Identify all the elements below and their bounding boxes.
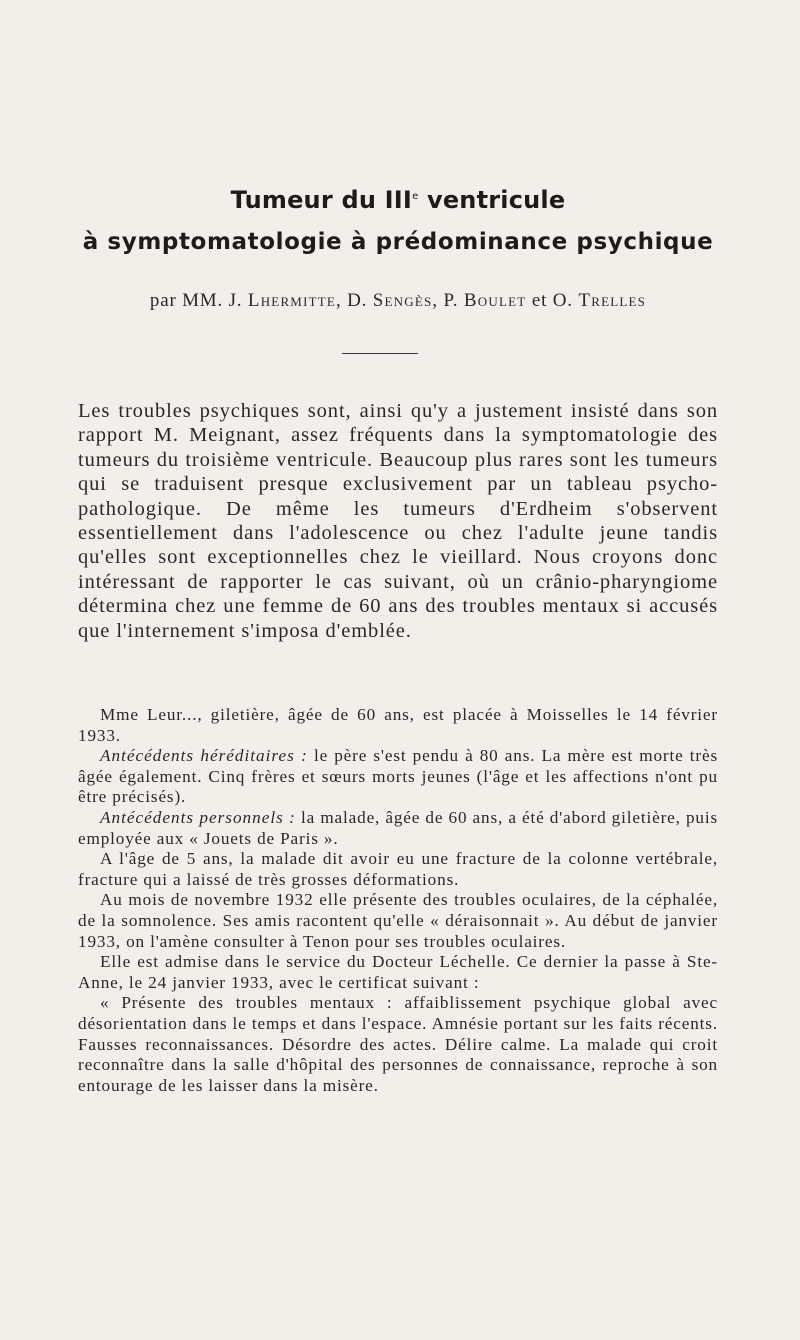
body-paragraph-fracture: A l'âge de 5 ans, la malade dit avoir eu une fracture de la colonne vertébrale, fracture qui a laissé de très grosses déformations. [78,849,718,889]
title-text-end: ventricule [418,186,566,214]
author-lhermitte: Lhermitte [247,290,337,311]
case-report-body [78,705,718,1096]
title-divider [342,353,418,354]
author-boulet: Boulet [463,290,527,311]
body-paragraph-hereditary [78,746,718,808]
title-superscript: e [412,191,419,202]
authors-prefix: par MM. J. [149,290,248,311]
authors-line [78,290,718,312]
hereditary-text: le père s'est pendu à 80 ans. La mère est morte très âgée également. Cinq frères et sœurs morts jeunes (l'âge et les affections n'ont pu être précisés). [78,746,718,807]
personal-text: la malade, âgée de 60 ans, a été d'abord giletière, puis employée aux « Jouets de Paris ». [78,807,719,848]
author-trelles: Trelles [578,290,647,311]
author-separator: , P. [432,290,464,311]
body-paragraph-patient: Mme Leur..., giletière, âgée de 60 ans, est placée à Moisselles le 14 février 1933. [78,705,718,745]
author-separator: et O. [526,290,579,311]
hereditary-label: Antécédents héréditaires : [100,746,308,766]
body-paragraph-personal [78,808,718,849]
body-paragraph-admission: Elle est admise dans le service du Docteur Léchelle. Ce dernier la passe à Ste-Anne, le 24 janvier 1933, avec le certificat suivant : [78,952,718,992]
body-paragraph-certificate: « Présente des troubles mentaux : affaiblissement psychique global avec désorientation dans le temps et dans l'espace. Amnésie portant sur les faits récents. Fausses reconnaissances. Désordre des actes. Délire calme. La malade qui croit reconnaître dans la salle d'hôpital des personnes de connaissance, reproche à son entourage de les laisser dans la misère. [78,993,718,1095]
title-text: Tumeur du III [230,186,413,214]
author-senges: Sengès [372,290,433,311]
article-page [78,0,718,1340]
personal-label: Antécédents personnels : [100,807,296,827]
article-subtitle: à symptomatologie à prédominance psychique [82,229,714,255]
author-separator: , D. [336,290,373,311]
body-paragraph-symptoms: Au mois de novembre 1932 elle présente des troubles oculaires, de la céphalée, de la somnolence. Ses amis racontent qu'elle « déraisonnait ». Au début de janvier 1933, on l'amène consulter à Tenon pour ses troubles oculaires. [78,890,718,951]
article-title [78,186,718,214]
intro-paragraph: Les troubles psychiques sont, ainsi qu'y a justement insisté dans son rapport M. Meignant, assez fréquents dans la symptomatologie des tumeurs du troisième ventricule. Beaucoup plus rares sont les tumeurs qui se traduisent presque exclusivement par un tableau psycho-pathologique. De même les tumeurs d'Erdheim s'observent essentiellement dans l'adolescence ou chez l'adulte jeune tandis qu'elles sont exceptionnelles chez le vieillard. Nous croyons donc intéressant de rapporter le cas suivant, où un crânio-pharyngiome détermina chez une femme de 60 ans des troubles mentaux si accusés que l'internement s'imposa d'emblée. [78,400,718,642]
